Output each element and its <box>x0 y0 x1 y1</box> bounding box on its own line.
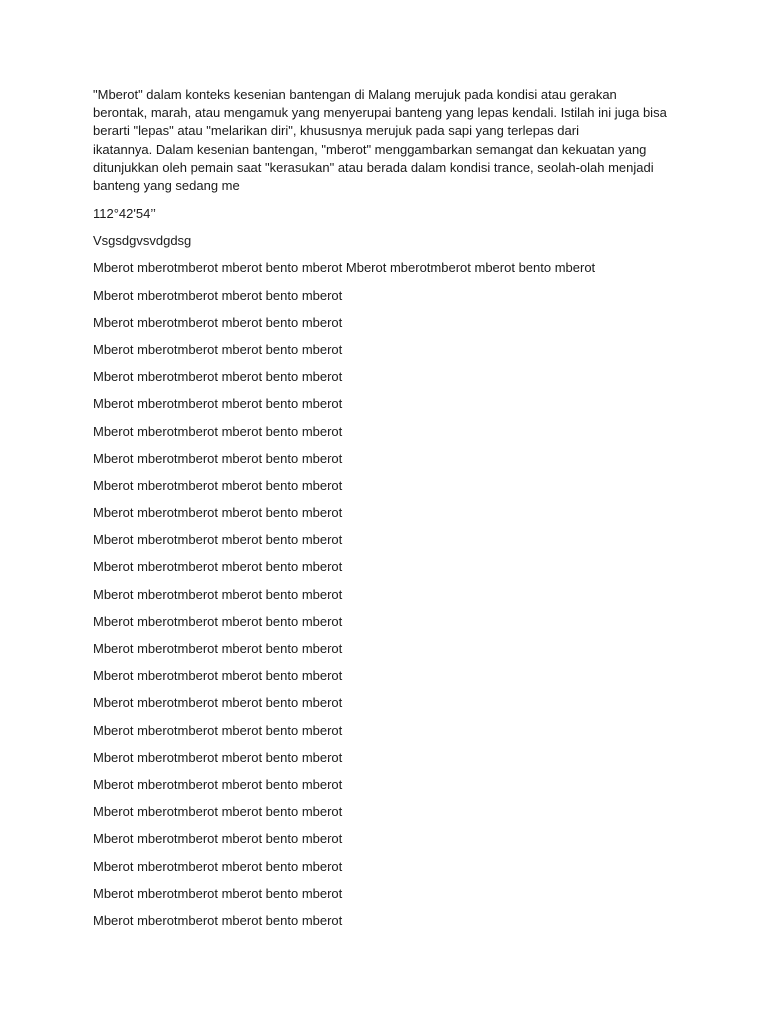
intro-paragraph <box>93 86 673 195</box>
document-body <box>93 86 673 930</box>
text-line: Mberot mberotmberot mberot bento mberot <box>93 341 343 357</box>
text-line: Mberot mberotmberot mberot bento mberot <box>93 477 343 493</box>
intro-line: "Mberot" dalam konteks kesenian bantengan di Malang merujuk pada kondisi atau gerakan <box>93 87 617 102</box>
text-line: Mberot mberotmberot mberot bento mberot <box>93 586 343 602</box>
text-line: Mberot mberotmberot mberot bento mberot <box>93 369 343 385</box>
text-line: Mberot mberotmberot mberot bento mberot <box>93 749 343 765</box>
text-line: Mberot mberotmberot mberot bento mberot <box>93 505 343 521</box>
text-line: Mberot mberotmberot mberot bento mberot <box>93 314 343 330</box>
text-line: Mberot mberotmberot mberot bento mberot <box>93 613 343 629</box>
text-line: Mberot mberotmberot mberot bento mberot <box>93 423 343 439</box>
coordinate-text: 112°42'54’’ <box>93 206 156 222</box>
intro-line: banteng yang sedang me <box>93 178 240 194</box>
text-line: Mberot mberotmberot mberot bento mberot <box>93 858 343 874</box>
text-line: Mberot mberotmberot mberot bento mberot <box>93 287 343 303</box>
text-line: Mberot mberotmberot mberot bento mberot <box>93 912 343 928</box>
text-line: Mberot mberotmberot mberot bento mberot <box>93 695 343 711</box>
text-line: Mberot mberotmberot mberot bento mberot <box>93 450 343 466</box>
text-line: Mberot mberotmberot mberot bento mberot <box>93 885 343 901</box>
text-line: Mberot mberotmberot mberot bento mberot <box>93 532 343 548</box>
text-line: Mberot mberotmberot mberot bento mberot <box>93 559 343 575</box>
intro-line: ditunjukkan oleh pemain saat "kerasukan" atau berada dalam kondisi trance, seolah-olah menjadi <box>93 159 654 175</box>
text-line: Mberot mberotmberot mberot bento mberot Mberot mberotmberot mberot bento mberot <box>93 260 596 276</box>
intro-line: berarti "lepas" atau "melarikan diri", khususnya merujuk pada sapi yang terlepas dari <box>93 123 579 139</box>
text-line: Mberot mberotmberot mberot bento mberot <box>93 831 343 847</box>
text-line: Mberot mberotmberot mberot bento mberot <box>93 804 343 820</box>
intro-line: ikatannya. Dalam kesenian bantengan, "mberot" menggambarkan semangat dan kekuatan yang <box>93 141 647 157</box>
text-line: Mberot mberotmberot mberot bento mberot <box>93 722 343 738</box>
intro-line: berontak, marah, atau mengamuk yang menyerupai banteng yang lepas kendali. Istilah ini juga bisa <box>93 105 667 121</box>
repeated-lines <box>93 259 673 930</box>
text-line: Mberot mberotmberot mberot bento mberot <box>93 776 343 792</box>
text-line: Mberot mberotmberot mberot bento mberot <box>93 641 343 657</box>
text-line: Mberot mberotmberot mberot bento mberot <box>93 396 343 412</box>
random-text: Vsgsdgvsvdgdsg <box>93 233 192 249</box>
text-line: Mberot mberotmberot mberot bento mberot <box>93 668 343 684</box>
